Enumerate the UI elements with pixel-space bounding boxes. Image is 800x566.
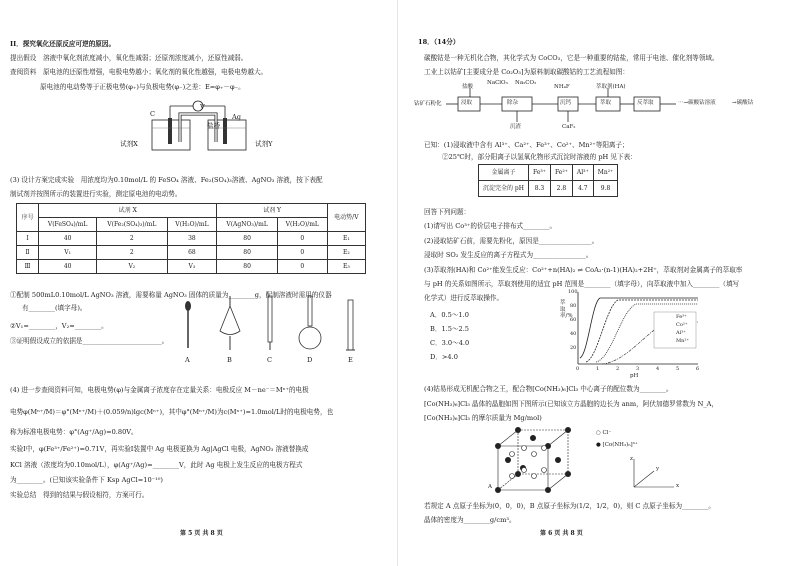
option-c: C．3.0～4.0 [430, 339, 470, 347]
apparatus-label-b: B [227, 356, 232, 364]
flow-end1-label: ⋯→碳酸钴溶液 [678, 100, 716, 106]
q4-text-5: KCl 溶液（浓度均为0.10mol/L），φ(Ag⁺/Ag)=________V，此时 Ag 电极上发生反应的电极方程式 [10, 461, 303, 469]
ph-table-cell: 4.7 [572, 181, 593, 197]
flow-extractant-label: 萃取剂(HA) [596, 84, 626, 90]
q4-text-4: 实验Ⅰ中，φ(Fe³⁺/Fe²⁺)=0.71V，再实验Ⅰ装置中 Ag 电极更换为 Ag|AgCl 电极，AgNO₃ 溶液替换成 [10, 445, 309, 453]
axis-x-label: x [676, 483, 680, 489]
apparatus-label-e: E [348, 356, 353, 364]
axis-y-label: y [656, 466, 660, 472]
ph-table [478, 164, 618, 197]
separatory-funnel-icon [220, 296, 240, 350]
table-cell: 80 [217, 260, 278, 274]
q4-text-2: 电势φ(Mⁿ⁺/M)＝φ°(Mⁿ⁺/M)＋(0.059/n)lgc(Mⁿ⁺)，其中φ°(Mⁿ⁺/M)为c(Mⁿ⁺)=1.0mol/L时的电极电势，也 [10, 408, 334, 416]
flow-naclo3-label: NaClO₃ [487, 80, 508, 86]
graph-xtick: 4 [656, 366, 660, 372]
flow-na2co3-label: Na₂CO₃ [515, 80, 537, 86]
electrode-ag-label: Ag [232, 113, 241, 121]
flow-nh4f-label: NH₄F [554, 84, 570, 90]
legend-co-complex: ● [Co(NH₃)₆]³⁺ [596, 442, 638, 448]
q3-1-text-b: 有________(填字母)。 [22, 304, 87, 312]
ph-table-cell: Fe³⁺ [528, 165, 550, 181]
table-cell: 0 [277, 246, 327, 260]
table-cell: 40 [39, 232, 97, 246]
ph-table-cell: 9.8 [593, 181, 618, 197]
salt-bridge-label: 盐桥 [207, 122, 221, 130]
reagent-x-label: 试剂X [120, 140, 138, 148]
table-cell: E₃ [327, 260, 365, 274]
section-title: II．探究氧化还原反应可逆的原因。 [10, 40, 116, 48]
graduated-cylinder-icon [346, 300, 355, 350]
table-cell: 0 [277, 260, 327, 274]
apparatus-label-c: C [267, 356, 273, 364]
table-cell: V₁ [39, 246, 97, 260]
legend-mn: Mn²⁺ [676, 338, 689, 344]
reagent-y-label: 试剂Y [255, 140, 273, 148]
point-a-label: A [488, 484, 492, 490]
flow-acid-label: 盐酸 [462, 84, 474, 90]
apparatus-label-d: D [307, 356, 313, 364]
graph-ytick: 20 [570, 345, 577, 351]
flow-remove-label: 除杂 [507, 100, 519, 106]
summary-text: 实验总结 得到的结果与假设相符，方案可行。 [10, 491, 149, 499]
graph-ytick: 40 [570, 331, 577, 337]
flow-extract-label: 萃取 [600, 100, 612, 106]
right-page [400, 0, 800, 566]
q3-text-1: (3) 设计方案完成实验 用浓度均为0.10mol/L 的 FeSO₄ 溶液、Fe₂(SO₄)₃溶液、AgNO₃ 溶液，按下表配 [10, 176, 323, 184]
th-emf: 电动势/V [327, 204, 365, 232]
table-cell: V₂ [97, 260, 167, 274]
info-text-2: 原电池的电动势等于正极电势(φ₊)与负极电势(φ₋)之差：E=φ₊－φ₋。 [40, 82, 245, 91]
option-a: A．0.5～1.0 [430, 311, 469, 319]
table-cell: 80 [217, 232, 278, 246]
q4c-text: [Co(NH₃)₆]Cl₃ 的摩尔质量为 Mg/mol) [424, 414, 542, 422]
intro-text-2: 工业上以钴矿[主要成分是 Co₂O₃]为原料制取碳酸钴的工艺流程如图： [424, 68, 629, 76]
table-cell: 40 [39, 260, 97, 274]
q2b-text: 浸取时 SO₂ 发生反应的离子方程式为________________。 [424, 251, 593, 259]
graph-xtick: 0 [576, 366, 580, 372]
flow-residue-label: 沉渣 [510, 124, 522, 130]
hypothesis-text: 提出假设 溶液中氧化剂浓度减小，氧化性减弱；还原剂浓度减小，还原性减弱。 [10, 54, 248, 63]
ph-table-header: 金属离子 [479, 165, 529, 181]
q4-text-1: (4) 进一步查阅资料可知，电极电势(φ)与金属离子浓度存在定量关系：电极反应 M－ne⁻＝Mⁿ⁺的电极 [10, 386, 309, 394]
flow-start-label: 钴矿石粉化 [414, 101, 442, 107]
known-text-1: 已知：(1)浸取液中含有 Al³⁺、Ca²⁺、Fe³⁺、Co²⁺、Mn²⁺等阳离子； [424, 141, 629, 149]
q4d-text: 若规定 A 点原子坐标为(0，0，0)，B 点原子坐标为(1/2，1/2，0)，则 C 点原子坐标为________。 [424, 502, 716, 510]
th-sub: V(FeSO₄)/mL [39, 218, 97, 232]
volumetric-flask-icon [299, 296, 321, 349]
graph-xtick: 2 [616, 366, 620, 372]
table-cell: Ⅰ [17, 232, 39, 246]
q1-text: (1)请写出 Co³⁺的价层电子排布式________。 [424, 222, 557, 230]
experiment-table [16, 203, 366, 274]
ph-table-header: 沉淀完全的 pH [479, 181, 529, 197]
answer-heading: 回答下列问题： [424, 208, 471, 216]
table-cell: 80 [217, 246, 278, 260]
th-sub: V(H₂O)/mL [167, 218, 217, 232]
q3c-text: 化学式）进行反萃取操作。 [424, 294, 504, 302]
legend-al: Al³⁺ [676, 330, 686, 336]
legend-fe: Fe³⁺ [676, 314, 687, 320]
intro-text-1: 碳酸钴是一种无机化合物，其化学式为 CoCO₃，它是一种重要的钴盐，常用于电池、催化剂等领域。 [424, 54, 719, 62]
legend-cl: ○ Cl⁻ [596, 430, 612, 436]
flow-end2-label: →碳酸钴 [732, 100, 754, 106]
crystal-cell-diagram [492, 424, 582, 494]
th-sub: V(Fe₂(SO₄)₃)/mL [97, 218, 167, 232]
table-row [17, 232, 366, 246]
table-cell: Ⅲ [17, 260, 39, 274]
dropper-icon [185, 301, 191, 348]
apparatus-label-a: A [185, 356, 190, 364]
table-cell: 68 [167, 246, 217, 260]
coordinate-axes-icon [624, 455, 684, 495]
q3-2-text: ②V₁=________，V₂=________。 [10, 322, 108, 330]
graph-ylabel: 萃取率/% [560, 300, 573, 320]
th-reagent-y: 试剂 Y [217, 204, 327, 218]
legend-co: Co²⁺ [676, 322, 688, 328]
graph-ytick: 100 [568, 289, 578, 295]
page-number-left: 第 5 页 共 8 页 [180, 530, 223, 537]
ph-table-cell: 2.8 [550, 181, 572, 197]
axis-z-label: z [630, 456, 633, 462]
table-row [17, 260, 366, 274]
table-cell: E₁ [327, 232, 365, 246]
known-text-2: ②25℃时，部分阳离子以氢氧化物形式沉淀时溶液的 pH 见下表： [442, 153, 637, 161]
graph-xlabel: pH [630, 373, 639, 379]
q3-1-text: ①配制 500mL0.10mol/L AgNO₃ 溶液，需要称量 AgNO₃ 固体的质量为________g，配制溶液时需用的仪器 [10, 291, 332, 299]
flow-leach-label: 浸取 [461, 100, 473, 106]
q2-text: (2)浸取钴矿石前，需要先粉化，原因是________________。 [424, 237, 599, 245]
table-row [17, 246, 366, 260]
graph-xtick: 3 [636, 366, 640, 372]
graph-ytick: 60 [570, 317, 577, 323]
graph-xtick: 5 [676, 366, 680, 372]
ph-table-cell: Mn²⁺ [593, 165, 618, 181]
flow-sink-label: 沉钙 [560, 100, 572, 106]
option-d: D．>4.0 [430, 353, 458, 361]
table-cell: 2 [97, 246, 167, 260]
flow-back-extract-label: 反萃取 [637, 100, 654, 106]
graph-xtick: 1 [596, 366, 600, 372]
q4-text-6: 为________。(已知该实验条件下 Ksp AgCl=10⁻¹⁰) [10, 476, 163, 484]
ph-table-cell: Fe²⁺ [550, 165, 572, 181]
th-sub: V(AgNO₃)/mL [217, 218, 278, 232]
q4b-text: [Co(NH₃)₆]Cl₃ 晶体的晶胞如图下图所示(已知该立方晶胞的边长为 anm，阿伏加德罗常数为 N_A， [424, 400, 719, 408]
q3b-text: 与 pH 的关系如图所示，萃取剂使用的适宜 pH 范围是________（填字母），向萃取液中加入________（填写 [424, 280, 740, 288]
th-reagent-x: 试剂 X [39, 204, 217, 218]
flow-caf2-label: CaF₂ [562, 124, 576, 130]
page-number-right: 第 6 页 共 8 页 [540, 530, 583, 537]
voltmeter-label: V [200, 103, 205, 111]
q3a-text: (3)萃取剂(HA)和 Co²⁺能发生反应：Co²⁺+n(HA)₂ ⇌ CoA₂·(n-1)(HA)₂+2H⁺，萃取剂对金属离子的萃取率 [424, 266, 743, 274]
th-seq: 序号 [17, 204, 39, 232]
table-cell: Ⅱ [17, 246, 39, 260]
table-cell: 0 [277, 232, 327, 246]
q4e-text: 晶体的密度为________g/cm³。 [424, 516, 516, 524]
burette-icon [268, 296, 272, 350]
table-cell: V₃ [167, 260, 217, 274]
table-cell: 2 [97, 232, 167, 246]
th-sub: V(H₂O)/mL [277, 218, 327, 232]
table-cell: E₂ [327, 246, 365, 260]
q4-text-3: 称为标准电极电势：φ°(Ag⁺/Ag)=0.80V。 [10, 428, 138, 436]
q3-3-text: ③证明假设成立的依据是________________________。 [10, 337, 169, 345]
graph-ytick: 80 [570, 303, 577, 309]
ph-table-cell: 8.3 [528, 181, 550, 197]
ph-table-cell: Al³⁺ [572, 165, 593, 181]
table-cell: 38 [167, 232, 217, 246]
graph-xtick: 6 [696, 366, 700, 372]
electrode-c-label: C [150, 110, 156, 118]
question-18-title: 18．（14分） [418, 38, 460, 46]
info-text-1: 查阅资料 原电池的还原性增强，电极电势越小；氧化剂的氧化性越强，电极电势越大。 [10, 68, 268, 77]
q4a-text: (4)钴易形成无机配合物之王，配合物[Co(NH₃)₆]Cl₃ 中心离子的配位数为________。 [424, 385, 673, 393]
q3-text-2: 制试剂并按图所示的装置进行实验，测定原电池的电动势。 [10, 190, 182, 198]
option-b: B．1.5～2.5 [430, 325, 470, 333]
